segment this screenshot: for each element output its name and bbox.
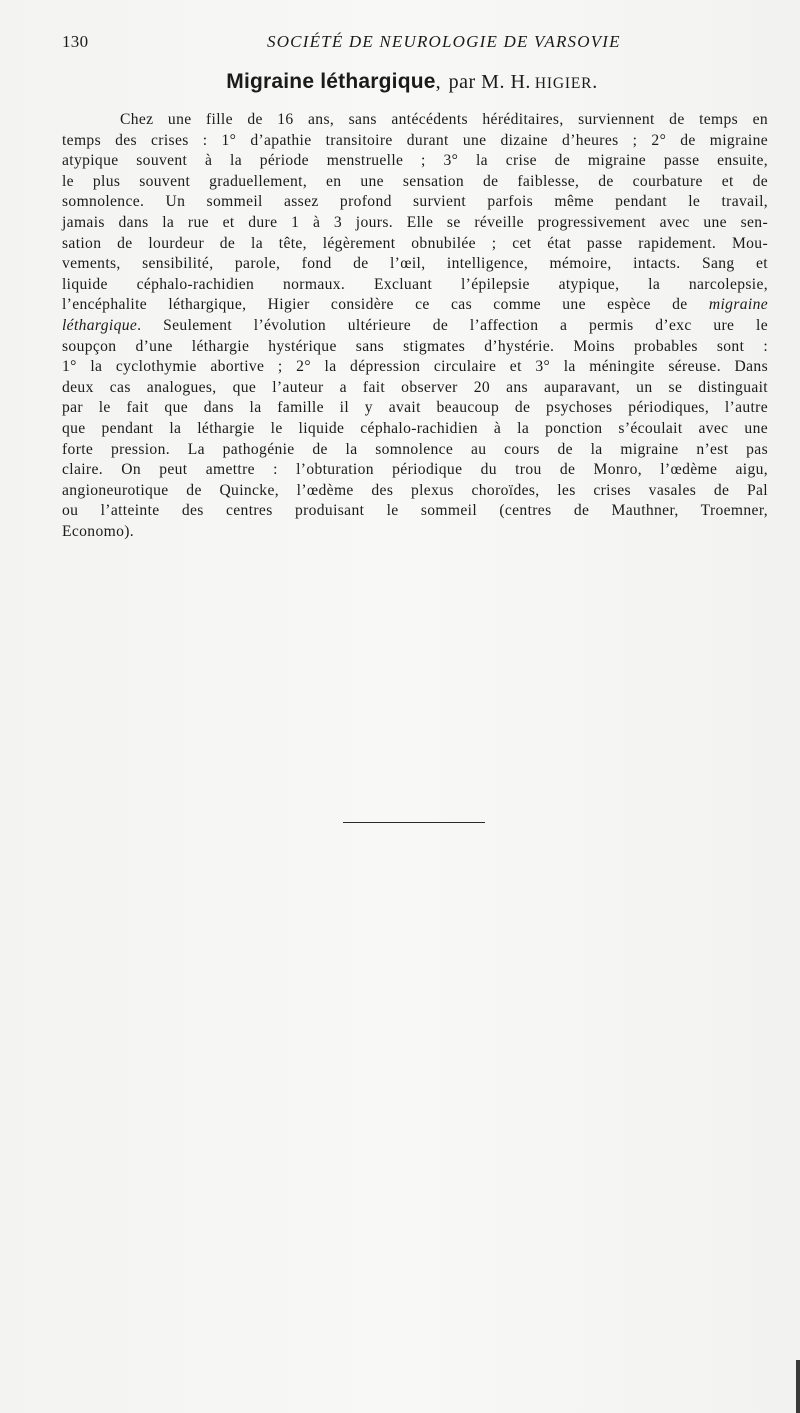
page-number: 130 [62,32,89,51]
text-fragment: . Seulement l’évolution ultérieure de l’affection a permis d’exc ure le [137,316,768,334]
author-period: . [592,71,598,93]
text-line: soupçon d’une léthargie hystérique sans stigmates d’hystérie. Moins probables sont : [62,337,768,355]
text-line: atypique souvent à la période menstruelle ; 3° la crise de migraine passe ensuite, [62,152,768,170]
page-header [62,32,767,56]
text-fragment: l’encéphalite léthargique, Higier considère ce cas comme une espèce de [62,296,688,314]
italic-term: léthargique [62,316,138,334]
text-line: le plus souvent graduellement, en une sensation de faiblesse, de courbature et de [62,172,768,190]
running-head: SOCIÉTÉ DE NEUROLOGIE DE VARSOVIE [267,32,621,51]
author-surname: HIGIER [534,75,593,92]
scan-edge-mark [796,1360,800,1413]
text-line: 1° la cyclothymie abortive ; 2° la dépression circulaire et 3° la méningite séreuse. Dans [62,358,768,376]
article-title [0,70,800,94]
italic-term: migraine [708,296,768,314]
text-line: deux cas analogues, que l’auteur a fait observer 20 ans auparavant, un se distinguait [62,378,768,396]
article-body [62,110,768,542]
text-line: claire. On peut amettre : l’obturation périodique du trou de Monro, l’œdème aigu, [62,461,768,479]
text-line: angioneurotique de Quincke, l’œdème des plexus choroïdes, les crises vasales de Pal [62,481,768,499]
text-line: ou l’atteinte des centres produisant le sommeil (centres de Mauthner, Troemner, [62,502,768,520]
text-line: forte pression. La pathogénie de la somnolence au cours de la migraine n’est pas [62,440,768,458]
section-divider [343,822,485,823]
text-line: Chez une fille de 16 ans, sans antécédents héréditaires, surviennent de temps en [120,111,768,128]
text-line: jamais dans la rue et dure 1 à 3 jours. Elle se réveille progressivement avec une sen- [62,213,768,231]
text-line: liquide céphalo-rachidien normaux. Excluant l’épilepsie atypique, la narcolepsie, [62,275,768,293]
text-line: vements, sensibilité, parole, fond de l’œil, intelligence, mémoire, intacts. Sang et [62,255,768,273]
text-line: somnolence. Un sommeil assez profond survient parfois même pendant le travail, [62,193,768,211]
text-line-with-italic [62,295,768,316]
text-line: par le fait que dans la famille il y avait beaucoup de psychoses périodiques, l’autre [62,399,768,417]
text-line: temps des crises : 1° d’apathie transitoire durant une dizaine d’heures ; 2° de migraine [62,131,768,149]
text-line-with-italic [62,316,768,337]
title-separator: , [435,71,441,93]
text-line: que pendant la léthargie le liquide céphalo-rachidien à la ponction s’écoulait avec une [62,419,768,437]
text-line: Economo). [62,522,135,540]
text-line: sation de lourdeur de la tête, légèrement obnubilée ; cet état passe rapidement. Mou- [62,234,768,252]
article-title-text: Migraine léthargique [226,70,436,93]
author-prefix: par M. H. [448,71,531,93]
